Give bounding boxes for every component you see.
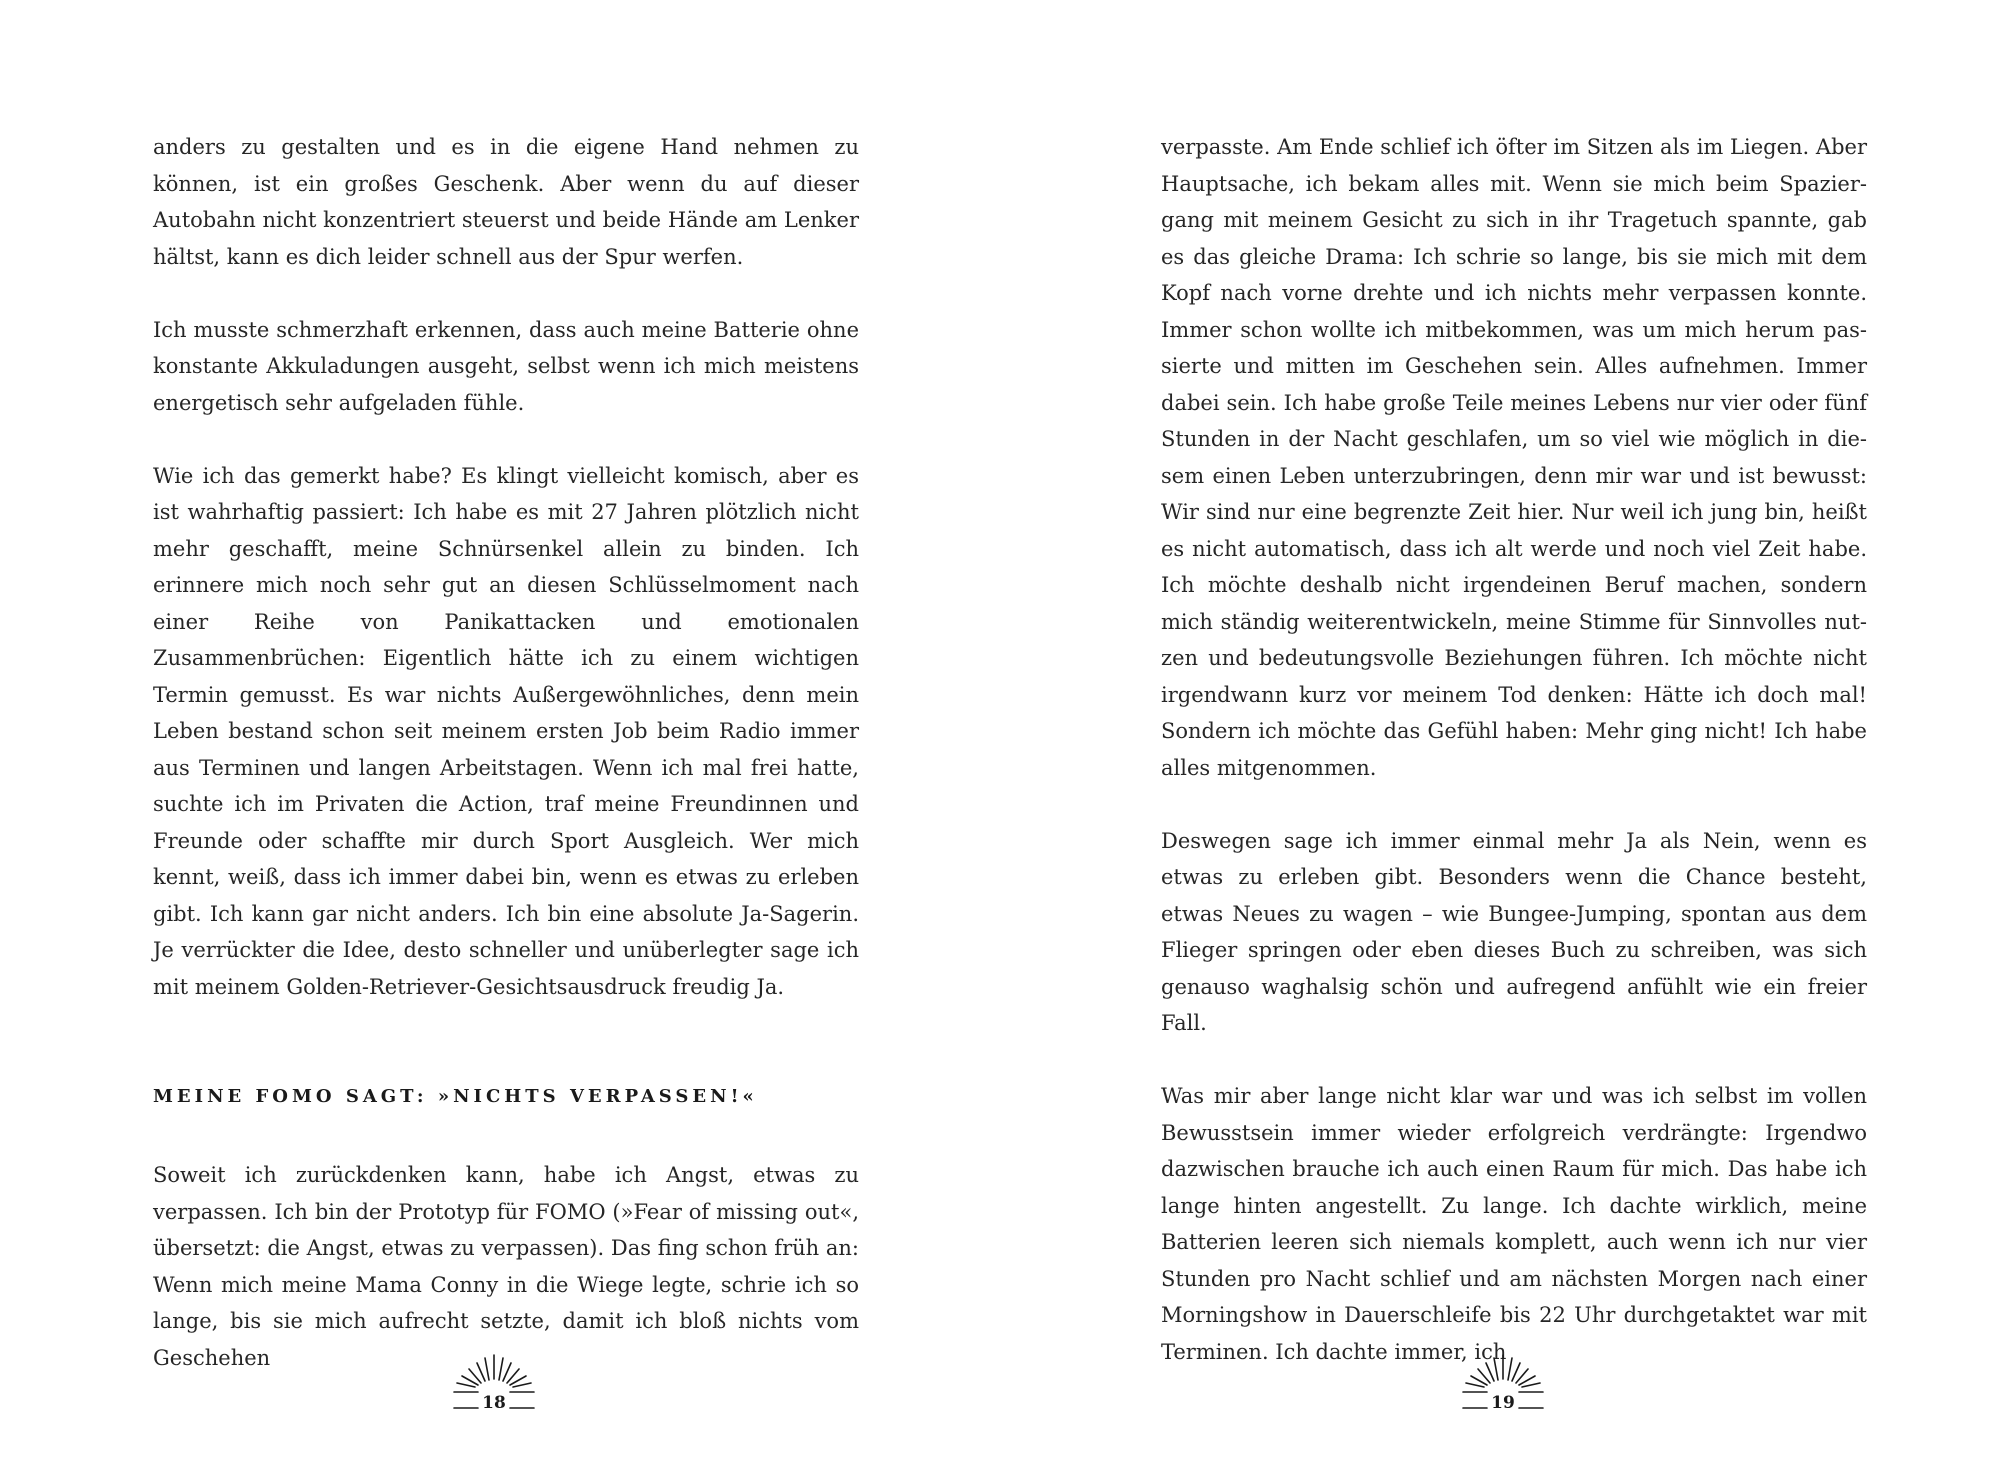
page-number: 19 <box>1491 1393 1515 1413</box>
paragraph: Was mir aber lange nicht klar war und was ich selbst im vollen Bewusstsein immer wieder erfolgreich verdrängte: Irgendwo dazwischen brauche ich auch einen Raum für mich. Das habe ich lange hinten angestellt. Zu lange. Ich dachte wirklich, meine Batterien leeren sich niemals komplett, auch wenn ich nur vier Stunden pro Nacht schlief und am nächsten Morgen nach einer Morningshow in Dauerschleife bis 22 Uhr durchgetaktet war mit Terminen. Ich dachte immer, ich <box>1161 1084 1867 1364</box>
left-page-text <box>153 129 859 1376</box>
page-number-footer <box>1443 1345 1563 1417</box>
paragraph: Wie ich das gemerkt habe? Es klingt vielleicht komisch, aber es ist wahrhaftig passiert: Ich habe es mit 27 Jahren plötzlich nicht mehr geschafft, meine Schnürsenkel allein zu binden. Ich erinnere mich noch sehr gut an diesen Schlüsselmoment nach einer Reihe von Panikattacken und emotionalen Zusammenbrüchen: Eigentlich hätte ich zu einem wichtigen Termin gemusst. Es war nichts Außergewöhnliches, denn mein Leben bestand schon seit meinem ersten Job beim Radio immer aus Terminen und langen Arbeitstagen. Wenn ich mal frei hatte, suchte ich im Privaten die Action, traf meine Freundinnen und Freunde oder schaffte mir durch Sport Ausgleich. Wer mich kennt, weiß, dass ich immer dabei bin, wenn es etwas zu erleben gibt. Ich kann gar nicht anders. Ich bin eine absolute Ja-Sagerin. Je verrückter die Idee, desto schneller und unüberlegter sage ich mit meinem Golden-Retriever-Gesichtsausdruck freudig Ja. <box>153 463 859 999</box>
paragraph: Deswegen sage ich immer einmal mehr Ja als Nein, wenn es etwas zu erleben gibt. Besonders wenn die Chance besteht, etwas Neues zu wagen – wie Bungee-Jumping, spontan aus dem Flieger springen oder eben dieses Buch zu schreiben, was sich genauso waghalsig schön und aufregend anfühlt wie ein freier Fall. <box>1161 828 1867 1035</box>
section-heading: MEINE FOMO SAGT: »NICHTS VERPASSEN!« <box>153 1086 758 1107</box>
paragraph: Soweit ich zurückdenken kann, habe ich Angst, etwas zu verpassen. Ich bin der Prototyp für FOMO (»Fear of missing out«, übersetzt: die Angst, etwas zu verpassen). Das fing schon früh an: Wenn mich meine Mama Conny in die Wiege legte, schrie ich so lange, bis sie mich aufrecht setzte, damit ich bloß nichts vom Geschehen <box>153 1163 859 1370</box>
page-number: 18 <box>482 1393 506 1413</box>
paragraph: verpasste. Am Ende schlief ich öfter im Sitzen als im Liegen. Aber Hauptsache, ich bekam alles mit. Wenn sie mich beim Spaziergang mit meinem Gesicht zu sich in ihr Tragetuch spannte, gab es das gleiche Drama: Ich schrie so lange, bis sie mich mit dem Kopf nach vorne drehte und ich nichts mehr verpassen konnte. Immer schon wollte ich mitbekommen, was um mich herum passierte und mitten im Geschehen sein. Alles aufnehmen. Immer dabei sein. Ich habe große Teile meines Lebens nur vier oder fünf Stunden in der Nacht geschlafen, um so viel wie möglich in diesem einen Leben unterzubringen, denn mir war und ist bewusst: Wir sind nur eine begrenzte Zeit hier. Nur weil ich jung bin, heißt es nicht automatisch, dass ich alt werde und noch viel Zeit habe. Ich möchte deshalb nicht irgendeinen Beruf machen, sondern mich ständig weiterentwickeln, meine Stimme für Sinnvolles nutzen und bedeutungsvolle Beziehungen führen. Ich möchte nicht irgendwann kurz vor meinem Tod denken: Hätte ich doch mal! Sondern ich möchte das Gefühl haben: Mehr ging nicht! Ich habe alles mitgenommen. <box>1161 135 1867 780</box>
right-page-text <box>1161 129 1867 1370</box>
paragraph: Ich musste schmerzhaft erkennen, dass auch meine Batterie ohne konstante Akkuladungen ausgeht, selbst wenn ich mich meistens energetisch sehr aufgeladen fühle. <box>153 317 859 415</box>
paragraph: anders zu gestalten und es in die eigene Hand nehmen zu können, ist ein großes Geschenk. Aber wenn du auf dieser Autobahn nicht konzentriert steuerst und beide Hände am Lenker hältst, kann es dich leider schnell aus der Spur werfen. <box>153 135 859 269</box>
page-number-footer <box>434 1345 554 1417</box>
